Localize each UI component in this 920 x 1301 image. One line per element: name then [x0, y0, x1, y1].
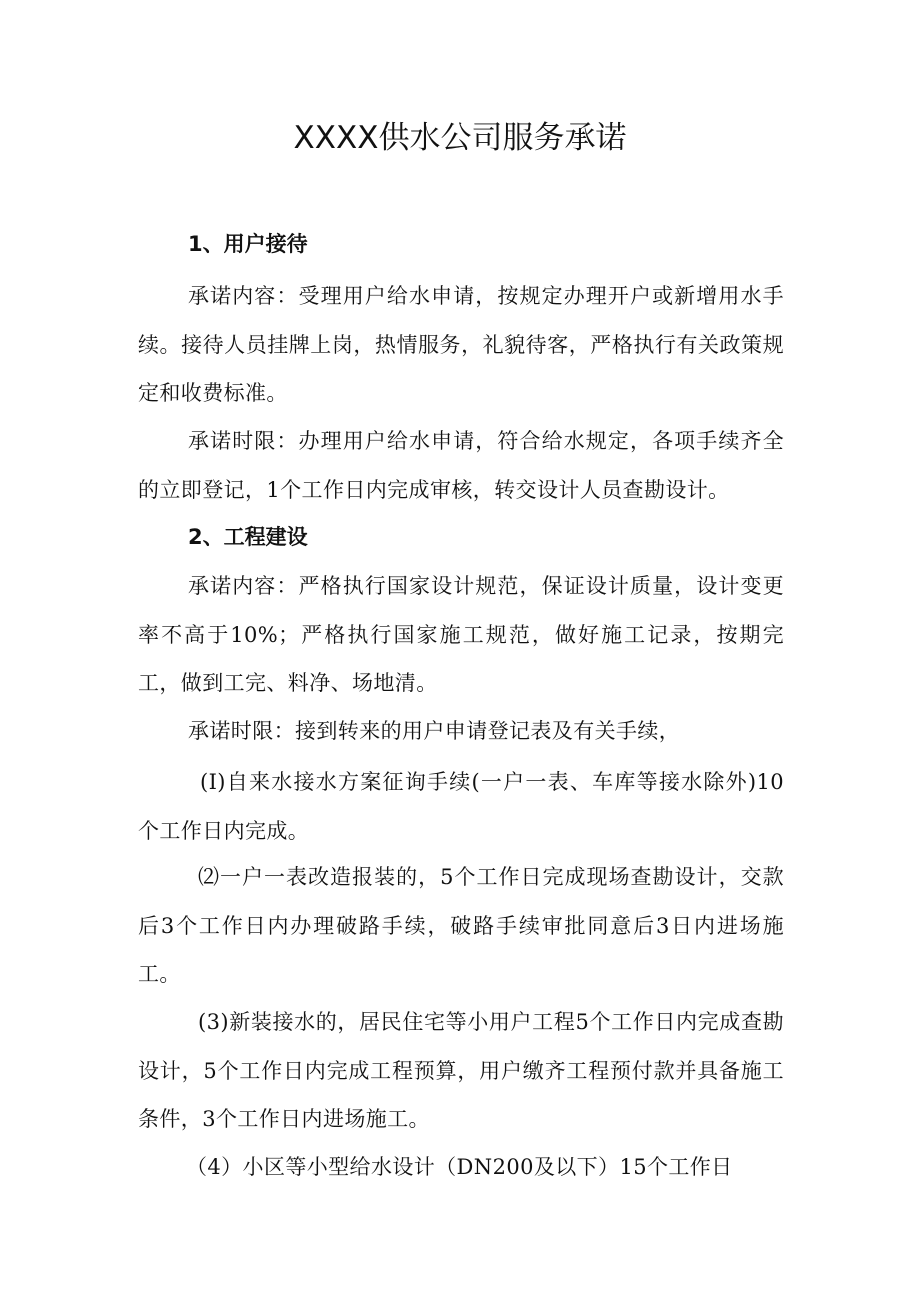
paragraph-reception-content: 承诺内容：受理用户给水申请，按规定办理开户或新增用水手续。接待人员挂牌上岗，热情服务，礼貌待客，严格执行有关政策规定和收费标准。: [138, 284, 784, 405]
section-heading-engineering: 2、工程建设: [188, 525, 308, 549]
list-item-3: (3)新装接水的，居民住宅等小用户工程5个工作日内完成查勘设计，5个工作日内完成工程预算，用户缴齐工程预付款并具备施工条件，3个工作日内进场施工。: [138, 1010, 784, 1131]
document-title: XXXX供水公司服务承诺: [293, 120, 627, 156]
list-item-1: (I)自来水接水方案征询手续(一户一表、车库等接水除外)10个工作日内完成。: [138, 770, 784, 843]
list-item-2: ⑵一户一表改造报装的，5个工作日完成现场查勘设计，交款后3个工作日内办理破路手续，破路手续审批同意后3日内进场施工。: [138, 865, 784, 986]
paragraph-reception-timelimit: 承诺时限：办理用户给水申请，符合给水规定，各项手续齐全的立即登记，1个工作日内完成审核，转交设计人员查勘设计。: [138, 429, 784, 502]
section-heading-user-reception: 1、用户接待: [188, 232, 308, 256]
paragraph-engineering-content: 承诺内容：严格执行国家设计规范，保证设计质量，设计变更率不高于10%；严格执行国家施工规范，做好施工记录，按期完工，做到工完、料净、场地清。: [138, 574, 784, 695]
paragraph-engineering-timelimit: 承诺时限：接到转来的用户申请登记表及有关手续，: [188, 719, 681, 743]
list-item-4: （4）小区等小型给水设计（DN200及以下）15个工作日: [186, 1155, 733, 1179]
